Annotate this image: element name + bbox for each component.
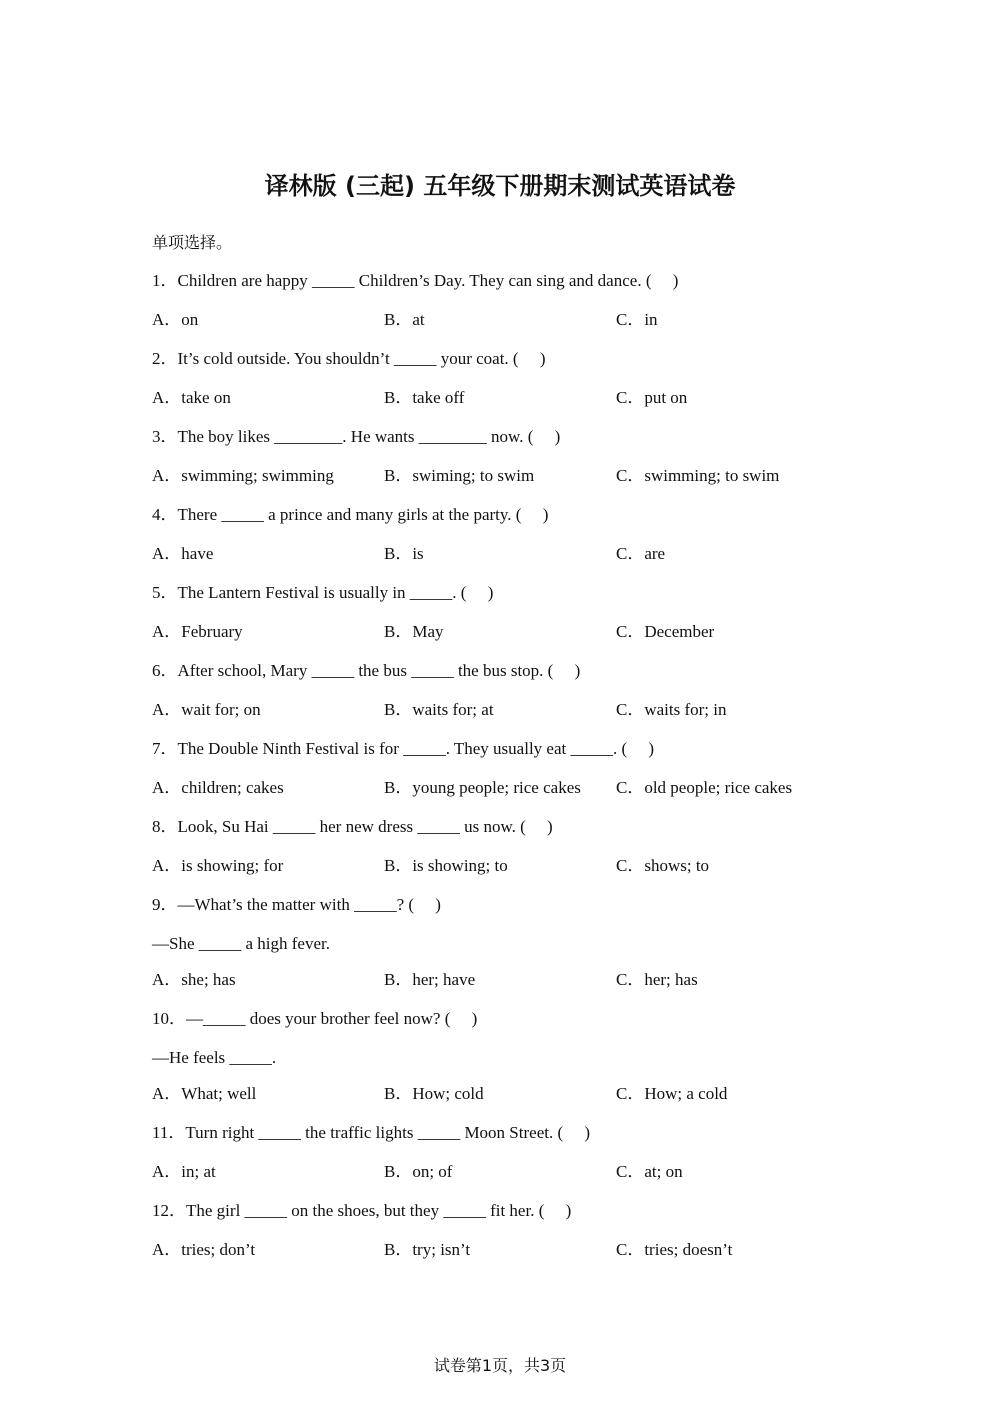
question-1-option-a: A．on — [152, 310, 199, 329]
page-title: 译林版 (三起) 五年级下册期末测试英语试卷 — [264, 172, 736, 200]
question-7-option-b: B．young people; rice cakes — [384, 778, 581, 797]
question-4-option-c: C．are — [616, 544, 666, 563]
question-10-option-c: C．How; a cold — [616, 1084, 728, 1103]
question-1-option-b: B．at — [384, 310, 425, 329]
question-7-option-c: C．old people; rice cakes — [616, 778, 793, 797]
question-9-option-a: A．she; has — [152, 970, 236, 989]
question-7-option-a: A．children; cakes — [152, 778, 284, 797]
question-1-stem: 1．Children are happy _____ Children’s Day. They can sing and dance. ( ) — [152, 271, 679, 290]
question-11-option-a: A．in; at — [152, 1162, 216, 1181]
page-footer: 试卷第1页，共3页 — [433, 1356, 567, 1375]
question-12-option-a: A．tries; don’t — [152, 1240, 256, 1259]
question-6-stem: 6．After school, Mary _____ the bus _____ the bus stop. ( ) — [152, 661, 581, 680]
question-11-option-b: B．on; of — [384, 1162, 453, 1181]
question-12-option-b: B．try; isn’t — [384, 1240, 471, 1259]
question-8-option-c: C．shows; to — [616, 856, 710, 875]
question-5-stem: 5．The Lantern Festival is usually in _____. ( ) — [152, 583, 494, 602]
question-4-option-a: A．have — [152, 544, 214, 563]
question-2-option-b: B．take off — [384, 388, 465, 407]
question-5-option-b: B．May — [384, 622, 444, 641]
question-9-option-b: B．her; have — [384, 970, 476, 989]
question-5-option-c: C．December — [616, 622, 715, 641]
question-10-option-b: B．How; cold — [384, 1084, 484, 1103]
question-2-option-c: C．put on — [616, 388, 688, 407]
question-10-stem: 10．—_____ does your brother feel now? ( ) — [152, 1009, 478, 1028]
question-6-option-a: A．wait for; on — [152, 700, 261, 719]
question-8-option-b: B．is showing; to — [384, 856, 508, 875]
question-11-stem: 11．Turn right _____ the traffic lights _____ Moon Street. ( ) — [152, 1123, 591, 1142]
question-3-option-b: B．swiming; to swim — [384, 466, 535, 485]
question-3-option-c: C．swimming; to swim — [616, 466, 780, 485]
question-3-option-a: A．swimming; swimming — [152, 466, 334, 485]
question-9-option-c: C．her; has — [616, 970, 698, 989]
question-6-option-b: B．waits for; at — [384, 700, 494, 719]
question-9-stem: 9．—What’s the matter with _____? ( ) — [152, 895, 441, 914]
question-10-reply: —He feels _____. — [152, 1048, 277, 1067]
question-7-stem: 7．The Double Ninth Festival is for _____. They usually eat _____. ( ) — [152, 739, 655, 758]
question-10-option-a: A．What; well — [152, 1084, 257, 1103]
question-12-stem: 12．The girl _____ on the shoes, but they _____ fit her. ( ) — [152, 1201, 572, 1220]
section-heading: 单项选择。 — [152, 233, 233, 252]
question-1-option-c: C．in — [616, 310, 658, 329]
question-4-option-b: B．is — [384, 544, 424, 563]
question-3-stem: 3．The boy likes ________. He wants ________ now. ( ) — [152, 427, 561, 446]
question-11-option-c: C．at; on — [616, 1162, 683, 1181]
question-4-stem: 4．There _____ a prince and many girls at the party. ( ) — [152, 505, 549, 524]
question-8-option-a: A．is showing; for — [152, 856, 284, 875]
question-5-option-a: A．February — [152, 622, 243, 641]
question-2-stem: 2．It’s cold outside. You shouldn’t _____ your coat. ( ) — [152, 349, 546, 368]
question-9-reply: —She _____ a high fever. — [152, 934, 330, 953]
question-12-option-c: C．tries; doesn’t — [616, 1240, 733, 1259]
question-6-option-c: C．waits for; in — [616, 700, 727, 719]
question-2-option-a: A．take on — [152, 388, 231, 407]
question-8-stem: 8．Look, Su Hai _____ her new dress _____ us now. ( ) — [152, 817, 553, 836]
